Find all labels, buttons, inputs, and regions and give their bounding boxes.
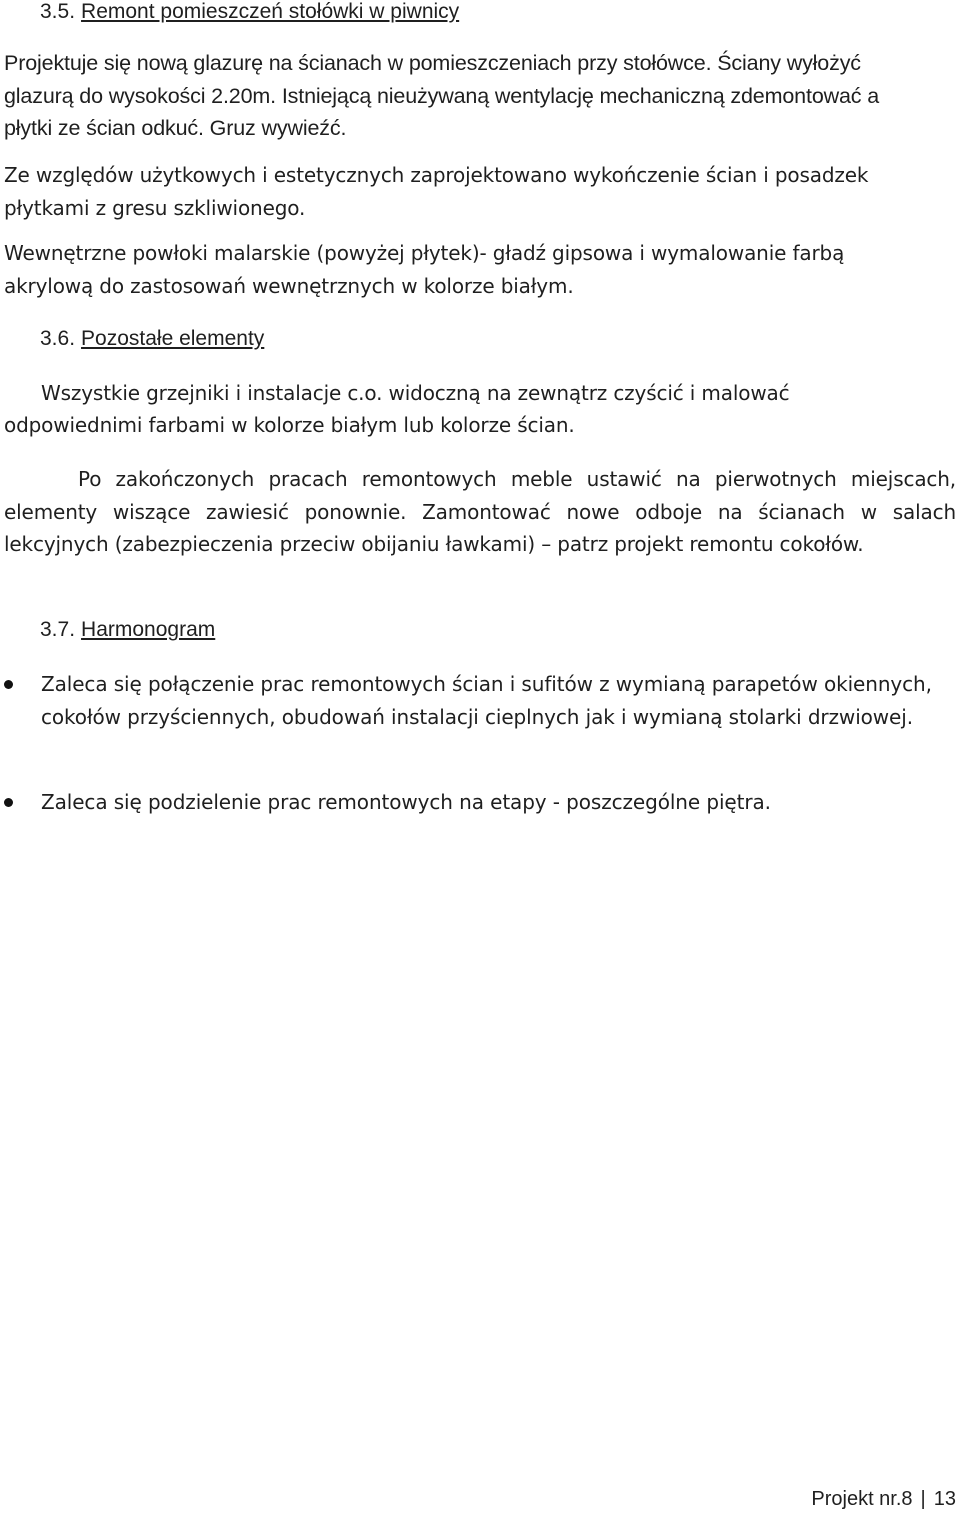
paragraph: Ze względów użytkowych i estetycznych zaprojektowano wykończenie ścian i posadzek płytkami z gresu szkliwionego.: [4, 163, 869, 220]
paragraph-text: Po zakończonych pracach remontowych meble ustawić na pierwotnych miejscach, elementy wiszące zawiesić ponownie. Zamontować nowe odboje na ścianach w salach lekcyjnych (zabezpieczenia przeciw obijaniu ławkami) – patrz projekt remontu cokołów.: [4, 467, 956, 556]
paragraph: Projektuje się nową glazurę na ścianach w pomieszczeniach przy stołówce. Ściany wyłożyć glazurą do wysokości 2.20m. Istniejącą nieużywaną wentylację mechaniczną zdemontować a płytki ze ścian odkuć. Gruz wywieźć.: [4, 51, 880, 140]
bullet-icon: [4, 798, 13, 807]
section-title: Pozostałe elementy: [81, 327, 265, 350]
paragraph: Wewnętrzne powłoki malarskie (powyżej płytek)- gładź gipsowa i wymalowanie farbą akrylową do zastosowań wewnętrznych w kolorze białym.: [4, 241, 845, 298]
list-item-text: Zaleca się połączenie prac remontowych ścian i sufitów z wymianą parapetów okiennych, cokołów przyściennych, obudowań instalacji cieplnych jak i wymianą stolarki drzwiowej.: [41, 672, 932, 729]
bullet-icon: [4, 680, 13, 689]
section-title: Remont pomieszczeń stołówki w piwnicy: [81, 0, 460, 23]
section-3-5-heading: [40, 0, 459, 24]
section-number: 3.5.: [40, 0, 76, 23]
paragraph: [4, 463, 956, 561]
list-item-text: Zaleca się podzielenie prac remontowych na etapy - poszczególne piętra.: [41, 790, 771, 814]
page-number: 13: [933, 1488, 956, 1510]
paragraph-line: odpowiednimi farbami w kolorze białym lub kolorze ścian.: [4, 413, 575, 437]
footer-separator: |: [920, 1488, 926, 1510]
project-label: Projekt nr.8: [811, 1488, 913, 1510]
paragraph-line: Wszystkie grzejniki i instalacje c.o. widoczną na zewnątrz czyścić i malować: [41, 381, 790, 405]
section-number: 3.6.: [40, 327, 76, 350]
section-3-7-heading: [40, 618, 215, 642]
section-title: Harmonogram: [81, 618, 216, 641]
page-footer: [811, 1486, 956, 1512]
section-number: 3.7.: [40, 618, 76, 641]
section-3-6-heading: [40, 327, 264, 351]
